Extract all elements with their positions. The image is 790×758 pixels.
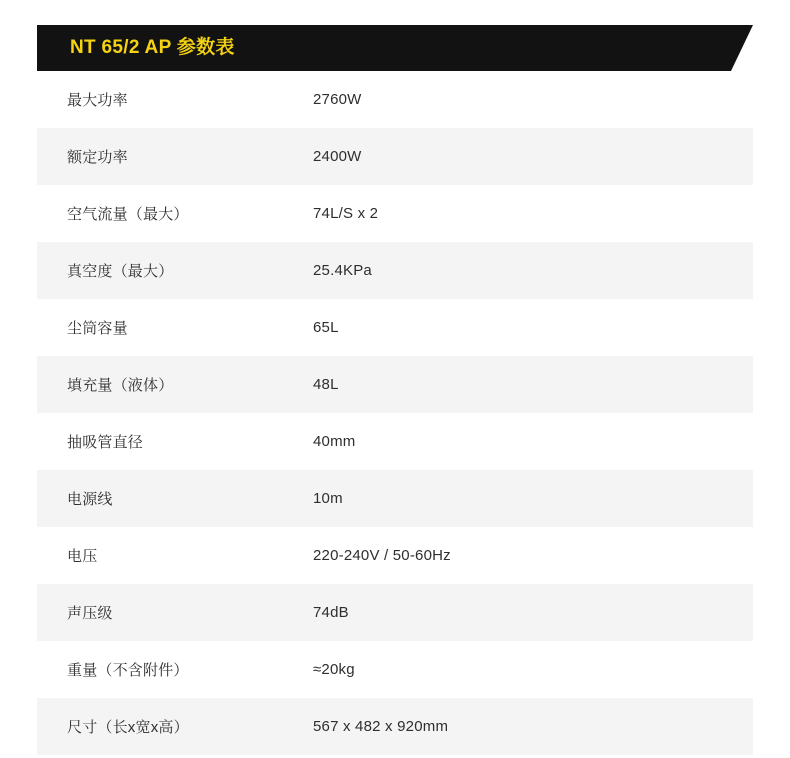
row-label: 电压 [67,548,98,565]
table-header-banner [37,25,753,71]
table-row [37,128,753,185]
table-row [37,242,753,299]
specification-table [37,25,753,755]
page-title: NT 65/2 AP 参数表 [70,37,235,58]
row-label: 电源线 [67,491,113,508]
row-label: 尘筒容量 [67,320,128,337]
row-label: 额定功率 [67,149,128,166]
table-row [37,185,753,242]
table-row [37,356,753,413]
table-row [37,470,753,527]
table-row [37,71,753,128]
row-label: 空气流量（最大） [67,206,189,223]
table-row [37,641,753,698]
row-value: 10m [313,490,343,507]
row-label: 填充量（液体） [67,377,174,394]
row-value: 2400W [313,148,362,165]
row-label: 声压级 [67,605,113,622]
table-row [37,413,753,470]
row-value: 220-240V / 50-60Hz [313,547,451,564]
table-row [37,527,753,584]
row-value: 48L [313,376,339,393]
table-row [37,698,753,755]
row-label: 尺寸（长x宽x高） [67,719,189,736]
row-label: 真空度（最大） [67,263,174,280]
row-value: 567 x 482 x 920mm [313,718,449,735]
row-label: 最大功率 [67,92,128,109]
table-row [37,299,753,356]
row-value: 74L/S x 2 [313,205,379,222]
row-value: 25.4KPa [313,262,372,279]
row-value: 65L [313,319,339,336]
row-value: 2760W [313,91,362,108]
row-value: 40mm [313,433,356,450]
row-label: 抽吸管直径 [67,434,144,451]
row-value: 74dB [313,604,349,621]
table-row [37,584,753,641]
row-value: ≈20kg [313,661,355,678]
row-label: 重量（不含附件） [67,662,189,679]
